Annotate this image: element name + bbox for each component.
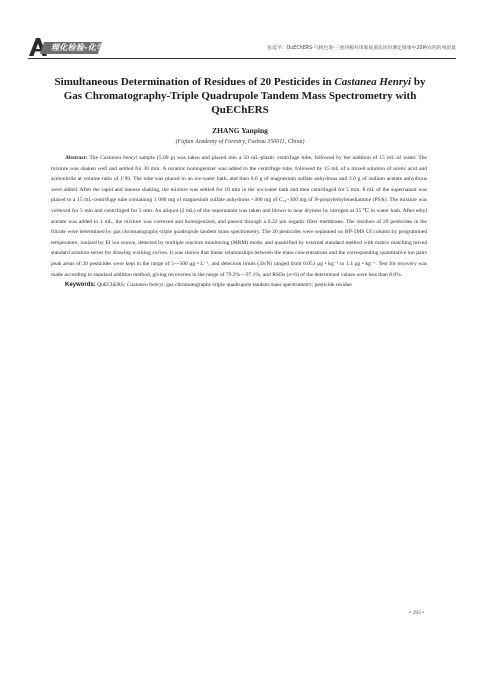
author-affiliation: (Fujian Academy of Forestry, Fuzhou 350011, China) bbox=[175, 139, 305, 145]
keywords-text-1: QuEChERS; bbox=[95, 282, 127, 289]
keywords-paragraph bbox=[51, 280, 427, 291]
abstract-italic-n2: n bbox=[288, 271, 292, 278]
page-number: • 293 • bbox=[409, 610, 424, 616]
author-name: ZHANG Yanping bbox=[212, 126, 268, 135]
keywords-text-2: ; gas chromatography-triple quadrupole tandem mass spectrometry; pesticide residue bbox=[163, 282, 352, 289]
abstract-block bbox=[51, 153, 427, 291]
journal-name: 理化检验-化学分册 bbox=[51, 43, 122, 52]
title-part-2: by Gas Chromatography-Triple Quadrupole Tandem Mass Spectrometry with QuEChERS bbox=[63, 76, 426, 116]
running-head: 张延平：QuEChERS-气相色谱-三重四极杆串联质谱法同时测定锥栗中20种农药的残留量 bbox=[267, 46, 456, 51]
keywords-label: Keywords: bbox=[65, 282, 96, 289]
keywords-species: Castanea henryi bbox=[126, 282, 164, 289]
abstract-paragraph bbox=[51, 153, 427, 280]
abstract-label: Abstract: bbox=[65, 155, 88, 161]
abstract-text-2: sample (5.00 g) was taken and placed into a 50 mL-plastic centrifuge tube, followed by the addition of 15 mL of water. The mixture was shaken well and settled for 30 min. A ceramic homogenizer was added to the centrifuge tube, followed by 15 mL of a mixed solution of acetic acid and acetonitrile at volume ratio of 1∶99. The tube was placed in an ice-water bath, and then 6.0 g of magnesium sulfate anhydrous and 2.0 g of sodium acetate anhydrous were added. After the rapid and intense shaking, the mixture was settled for 10 min in the ice-water bath and then centrifuged for 5 min. 8 mL of the supernatant was placed to a 15 mL-centrifuge tube containing 1 000 mg of magnesium sulfate anhydrous +300 mg of C₁₈+300 mg of bbox=[51, 155, 428, 204]
abstract-italic-n: N bbox=[314, 197, 319, 204]
article-title bbox=[50, 75, 430, 117]
title-part-1: Simultaneous Determination of Residues of 20 Pesticides in bbox=[54, 76, 335, 88]
title-species: Castanea Henryi bbox=[334, 76, 412, 88]
abstract-text-1: The bbox=[87, 155, 101, 161]
page-header bbox=[28, 36, 456, 59]
abstract-species: Castanea henryi bbox=[100, 155, 138, 161]
abstract-text-3: -propylethylenediamine (PSA). The mixture was vortexed for 5 min and centrifuged for 5 min. An aliquot (2 mL) of the supernatant was taken and blown to near dryness by nitrogen at 35 ℃ in water bath. After ethyl acetate was added to 1 mL, the mixture was vortexed and homogenized, and passed through a 0.22 μm organic filter membrane. The residues of 20 pesticides in the filtrate were determined by gas chromatography-triple quadrupole tandem mass spectrometry. The 20 pesticides were separated on HP-5MS UI column by programmed temperature, ionized by EI ion source, detected by multiple reaction monitoring (MRM) mode, and quantified by external standard method with matrix matching mixed standard solution series for drawing working curves. It was shown that linear relationships between the mass concentrations and the corresponding quantitative ion pairs peak areas of 20 pesticides were kept in the range of 5—500 μg • L⁻¹, and detection limits (3S/N) ranged from 0.051 μg • kg⁻¹ to 1.4 μg • kg⁻¹. Test for recovery was made according to standard addition method, giving recoveries in the range of 79.2%—97.1%, and RSDs ( bbox=[51, 197, 427, 278]
abstract-text-4: =6) of the determined values were less than 8.0%. bbox=[291, 271, 403, 278]
